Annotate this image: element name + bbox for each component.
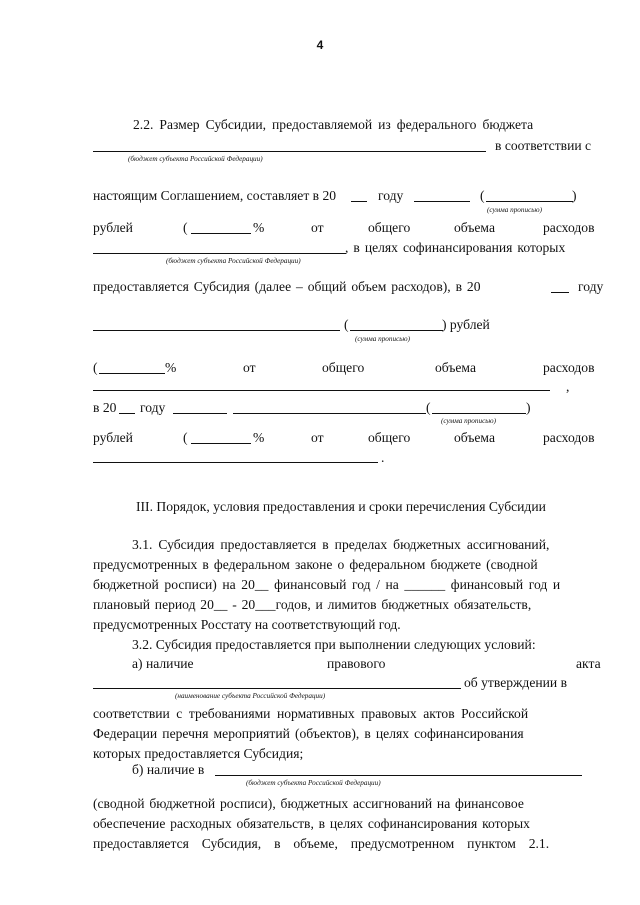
caption-words: (сумма прописью) <box>355 335 411 343</box>
blank-line <box>486 201 573 202</box>
blank-line <box>351 201 367 202</box>
word: рублей <box>93 430 133 445</box>
p31-line: бюджетной росписи) на 20__ финансовый год / на ______ финансовый год и <box>93 577 561 592</box>
word: расходов <box>543 430 595 445</box>
blank-line <box>119 413 135 414</box>
percent-sign: % <box>253 220 265 235</box>
caption-name: (наименование субъекта Российской Федерации) <box>175 692 326 700</box>
blank-line <box>191 443 251 444</box>
blank-line <box>432 413 526 414</box>
percent-sign: % <box>165 360 177 375</box>
blank-line <box>93 151 486 152</box>
paren-open: ( <box>93 360 98 375</box>
comma: , <box>566 379 570 394</box>
b-cont-line: предоставляется Субсидия, в объеме, предусмотренном пунктом 2.1. <box>93 836 550 851</box>
word: общего <box>368 220 411 235</box>
paren-open: ( <box>480 188 485 203</box>
s22-line6-a: предоставляется Субсидия (далее – общий объем расходов), в 20 <box>93 279 481 294</box>
blank-line <box>93 688 461 689</box>
s22-line6-b: году <box>578 279 604 294</box>
percent-sign: % <box>253 430 265 445</box>
word: а) наличие <box>132 656 194 671</box>
blank-line <box>215 775 582 776</box>
p32-line: 3.2. Субсидия предоставляется при выполнении следующих условий: <box>132 637 536 652</box>
blank-line <box>99 373 165 374</box>
section-heading: III. Порядок, условия предоставления и сроки перечисления Субсидии <box>136 499 546 514</box>
caption-budget: (бюджет субъекта Российской Федерации) <box>246 779 381 787</box>
a-cont-line: которых предоставляется Субсидия; <box>93 746 304 761</box>
blank-line <box>93 462 378 463</box>
b-cont-line: обеспечение расходных обязательств, в целях софинансирования которых <box>93 816 530 831</box>
s22-line7-tail: ) рублей <box>442 317 490 332</box>
caption-budget: (бюджет субъекта Российской Федерации) <box>128 155 263 163</box>
s22-line1: 2.2. Размер Субсидии, предоставляемой из федерального бюджета <box>133 117 534 132</box>
word: объема <box>454 220 495 235</box>
p31-line: предусмотренных Росстату на соответствующий год. <box>93 617 401 632</box>
paren-open: ( <box>426 400 431 415</box>
paren-close: ) <box>526 400 531 415</box>
b-head: б) наличие в <box>132 762 205 777</box>
blank-line <box>350 330 443 331</box>
caption-words: (сумма прописью) <box>441 417 497 425</box>
blank-line <box>93 253 346 254</box>
s22-line2-tail: в соответствии с <box>495 138 592 153</box>
s22-line3-b: году <box>378 188 404 203</box>
blank-line <box>191 233 251 234</box>
word: расходов <box>543 220 595 235</box>
caption-budget: (бюджет субъекта Российской Федерации) <box>166 257 301 265</box>
b-cont-line: (сводной бюджетной росписи), бюджетных ассигнований на финансовое <box>93 796 524 811</box>
paren-open: ( <box>183 220 188 235</box>
a-cont-line: соответствии с требованиями нормативных правовых актов Российской <box>93 706 529 721</box>
page-number: 4 <box>316 38 324 52</box>
word: правового <box>327 656 386 671</box>
blank-line <box>233 413 426 414</box>
p31-line: предусмотренных в федеральном законе о федеральном бюджете (сводной <box>93 557 538 572</box>
p31-line: 3.1. Субсидия предоставляется в пределах бюджетных ассигнований, <box>132 537 550 552</box>
a-cont-line: Федерации перечня мероприятий (объектов), в целях софинансирования <box>93 726 524 741</box>
s22-line3-a: настоящим Соглашением, составляет в 20 <box>93 188 337 203</box>
period: . <box>381 450 385 465</box>
caption-words: (сумма прописью) <box>487 206 543 214</box>
word: общего <box>322 360 365 375</box>
s22-line9-a: в 20 <box>93 400 117 415</box>
blank-line <box>414 201 470 202</box>
paren-open: ( <box>183 430 188 445</box>
blank-line <box>173 413 227 414</box>
word: от <box>311 220 324 235</box>
blank-line <box>93 330 340 331</box>
a-tail: об утверждении в <box>464 675 568 690</box>
blank-line <box>551 292 569 293</box>
blank-line <box>93 390 550 391</box>
word: рублей <box>93 220 133 235</box>
word: объема <box>454 430 495 445</box>
paren-close: ) <box>572 188 577 203</box>
word: от <box>243 360 256 375</box>
s22-line9-b: году <box>140 400 166 415</box>
word: объема <box>435 360 476 375</box>
word: общего <box>368 430 411 445</box>
s22-line5-tail: , в целях софинансирования которых <box>345 240 566 255</box>
p31-line: плановый период 20__ - 20___годов, и лимитов бюджетных обязательств, <box>93 597 532 612</box>
word: акта <box>576 656 601 671</box>
word: расходов <box>543 360 595 375</box>
paren-open: ( <box>344 317 349 332</box>
word: от <box>311 430 324 445</box>
